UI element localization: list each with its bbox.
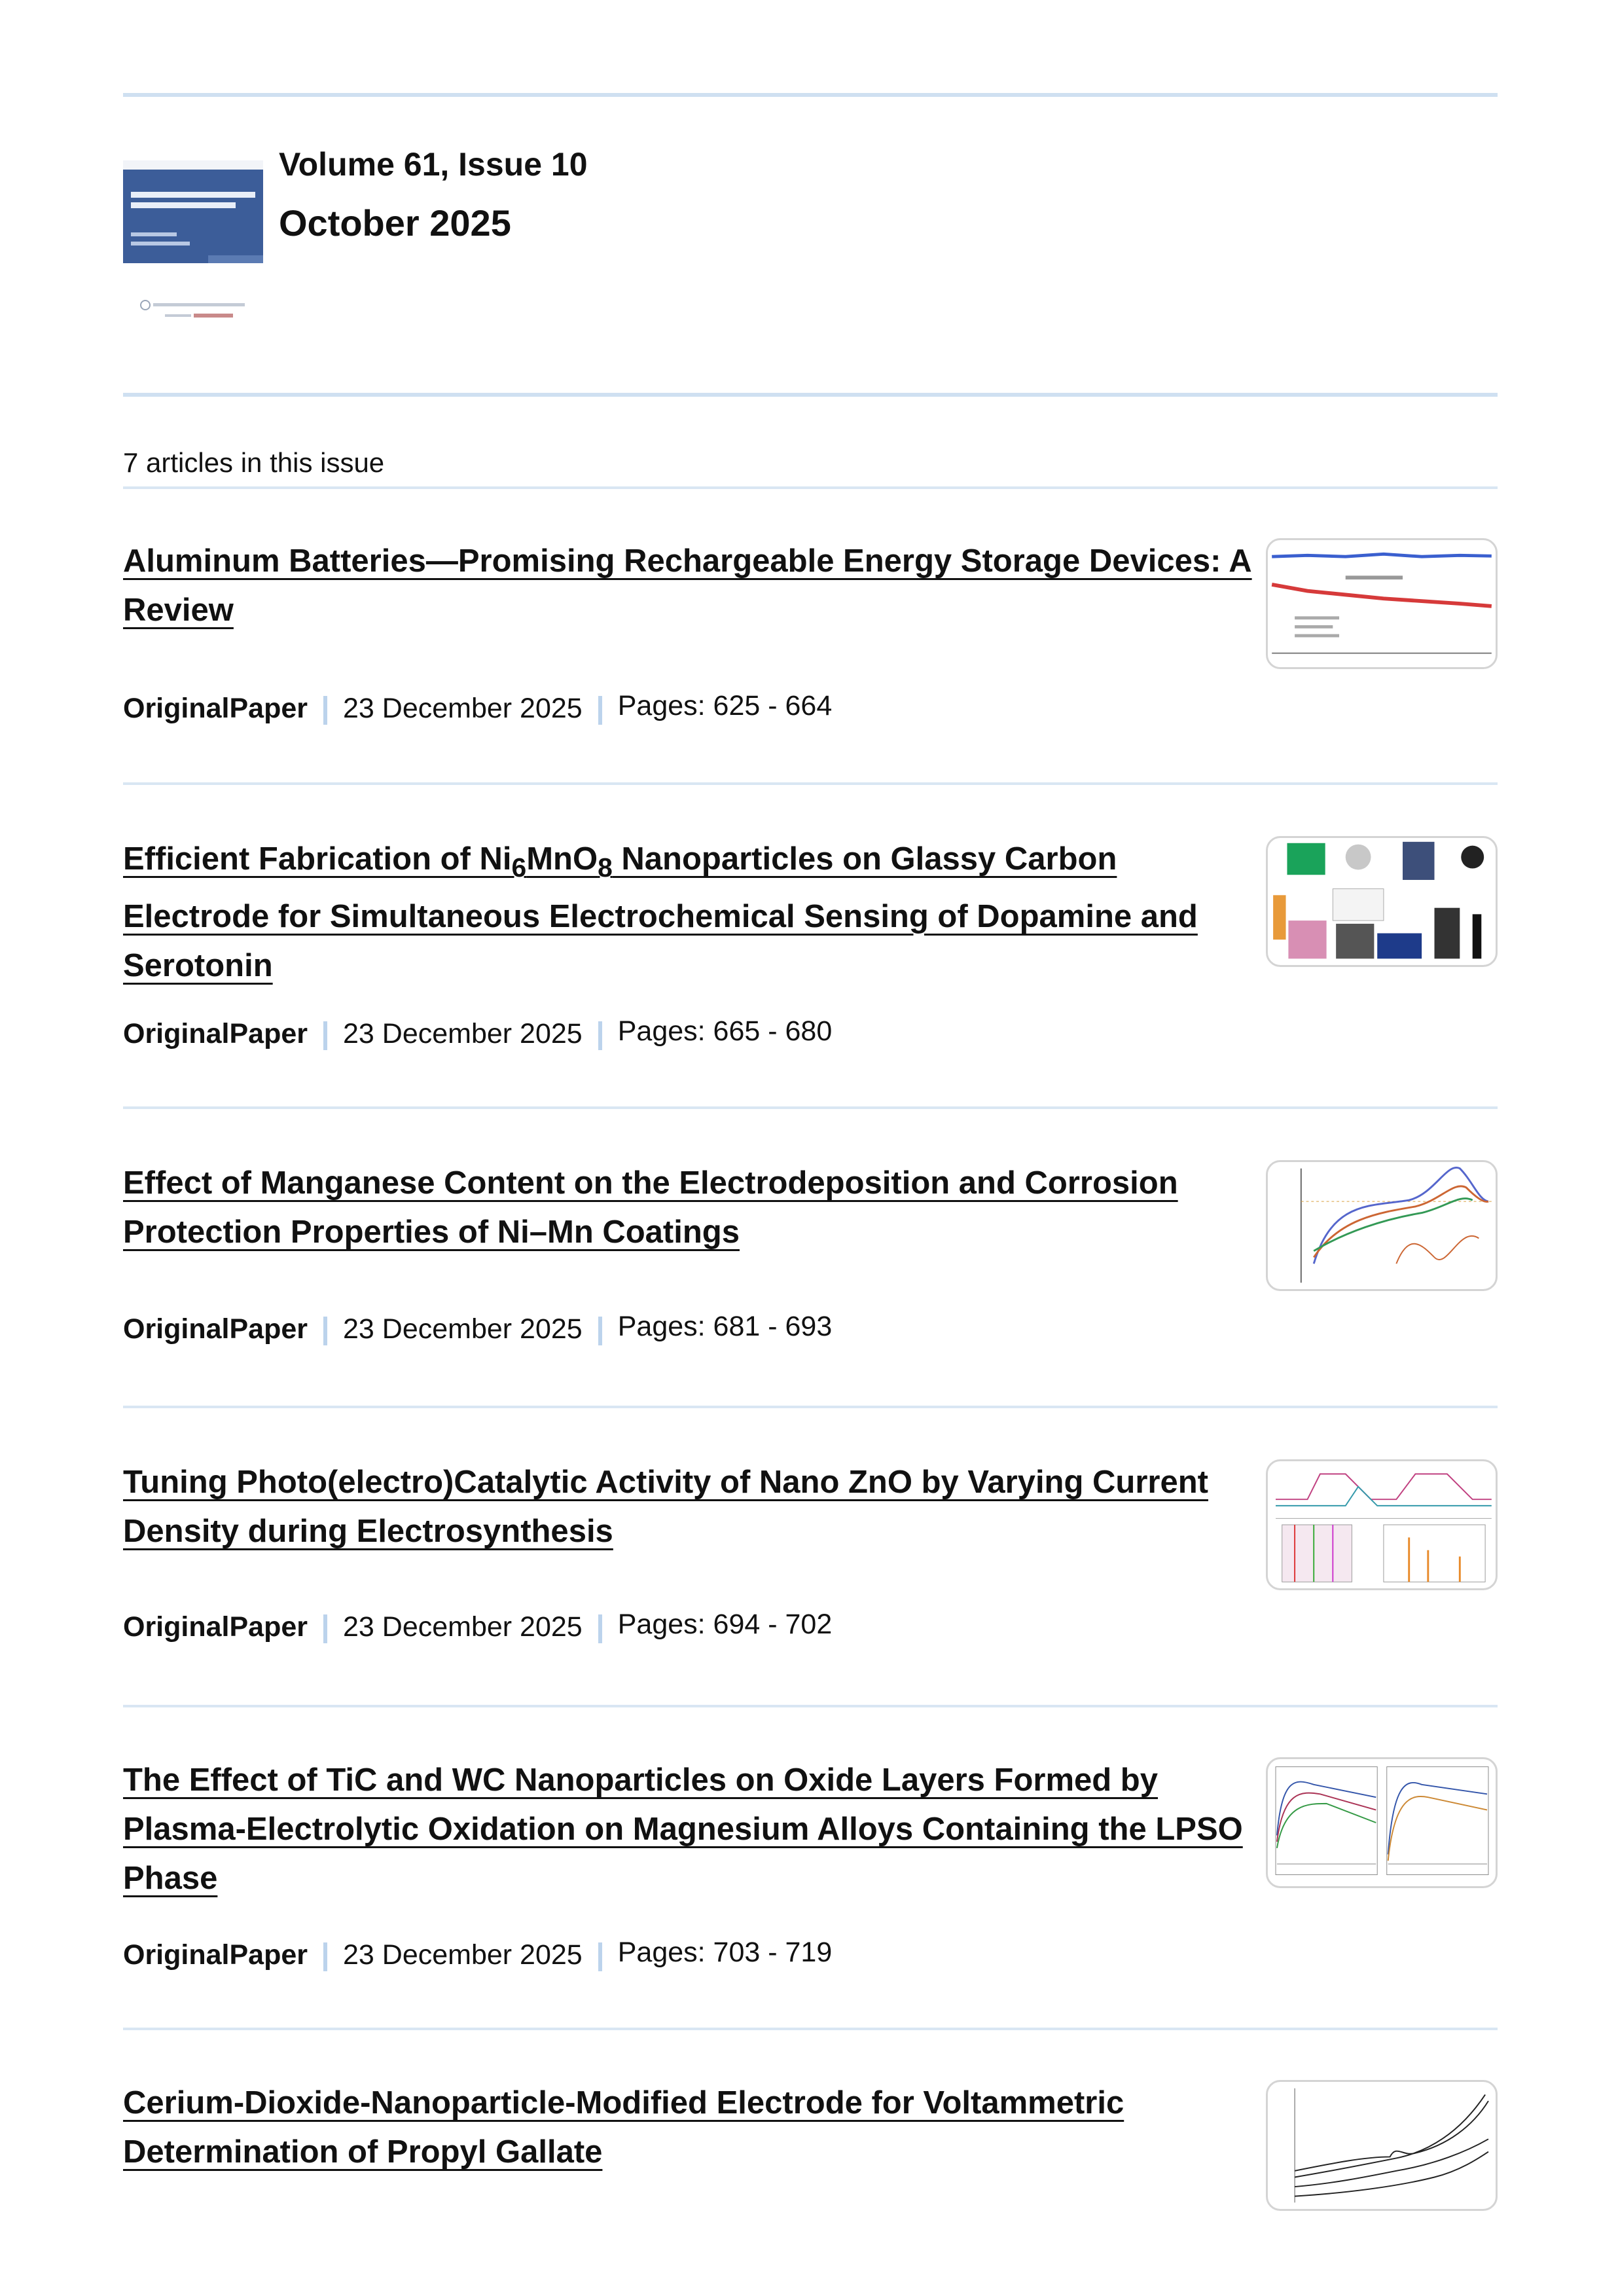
article-type: OriginalPaper <box>123 1313 308 1345</box>
meta-separator <box>598 1317 602 1345</box>
list-divider <box>123 486 1498 489</box>
article-thumbnail[interactable] <box>1266 1160 1498 1291</box>
article-pages: Pages: 694 - 702 <box>617 1609 833 1640</box>
article-item <box>123 1159 1498 1345</box>
article-thumbnail[interactable] <box>1266 538 1498 669</box>
volume-issue: Volume 61, Issue 10 <box>279 146 588 183</box>
article-type: OriginalPaper <box>123 1611 308 1643</box>
article-title-link[interactable]: Cerium-Dioxide-Nanoparticle-Modified Electrode for Voltammetric Determination of Propyl Gallate <box>123 2085 1124 2170</box>
article-date: 23 December 2025 <box>342 1939 583 1971</box>
article-divider <box>123 782 1498 785</box>
article-item <box>123 2079 1498 2236</box>
article-meta <box>123 690 833 725</box>
top-divider <box>123 93 1498 97</box>
article-pages: Pages: 625 - 664 <box>617 690 833 721</box>
article-thumbnail[interactable] <box>1266 2080 1498 2211</box>
article-meta <box>123 1313 832 1345</box>
article-count: 7 articles in this issue <box>123 447 385 478</box>
article-meta <box>123 1015 833 1050</box>
publisher-logo <box>139 298 250 324</box>
issue-date: October 2025 <box>279 202 511 244</box>
meta-separator <box>323 1614 327 1643</box>
article-date: 23 December 2025 <box>342 1611 583 1643</box>
article-item <box>123 835 1498 1049</box>
header-divider <box>123 393 1498 397</box>
article-thumbnail[interactable] <box>1266 836 1498 967</box>
article-pages: Pages: 703 - 719 <box>617 1937 833 1968</box>
meta-separator <box>323 1942 327 1971</box>
journal-cover-image[interactable] <box>123 160 263 263</box>
meta-separator <box>598 1021 602 1050</box>
article-date: 23 December 2025 <box>342 1018 583 1049</box>
article-meta <box>123 1611 832 1643</box>
article-title-link[interactable]: Efficient Fabrication of $Ni_6MnO_8$ Nanoparticles on Glassy Carbon Electrode for Simultaneous Electrochemical Sensing of Dopamine and Serotonin <box>123 841 1198 983</box>
article-divider <box>123 1406 1498 1408</box>
article-divider <box>123 1705 1498 1707</box>
article-thumbnail[interactable] <box>1266 1757 1498 1888</box>
article-title-link[interactable]: The Effect of TiC and WC Nanoparticles on Oxide Layers Formed by Plasma-Electrolytic Oxidation on Magnesium Alloys Containing the LPSO Phase <box>123 1762 1243 1896</box>
meta-separator <box>598 1614 602 1643</box>
article-pages: Pages: 665 - 680 <box>617 1015 833 1047</box>
article-type: OriginalPaper <box>123 1018 308 1049</box>
article-thumbnail[interactable] <box>1266 1459 1498 1590</box>
article-item <box>123 1458 1498 1643</box>
meta-separator <box>323 1317 327 1345</box>
article-divider <box>123 2028 1498 2030</box>
article-divider <box>123 1106 1498 1109</box>
article-title-link[interactable]: Effect of Manganese Content on the Electrodeposition and Corrosion Protection Properties of Ni–Mn Coatings <box>123 1165 1178 1250</box>
article-item <box>123 537 1498 724</box>
meta-separator <box>323 696 327 725</box>
article-type: OriginalPaper <box>123 693 308 724</box>
article-date: 23 December 2025 <box>342 1313 583 1345</box>
meta-separator <box>598 696 602 725</box>
article-title-link[interactable]: Aluminum Batteries—Promising Rechargeable Energy Storage Devices: A Review <box>123 543 1252 628</box>
article-item <box>123 1756 1498 1971</box>
article-title-link[interactable]: Tuning Photo(electro)Catalytic Activity of Nano ZnO by Varying Current Density during Electrosynthesis <box>123 1465 1208 1549</box>
meta-separator <box>323 1021 327 1050</box>
article-type: OriginalPaper <box>123 1939 308 1971</box>
article-meta <box>123 1939 832 1971</box>
meta-separator <box>598 1942 602 1971</box>
article-pages: Pages: 681 - 693 <box>617 1311 833 1342</box>
article-date: 23 December 2025 <box>342 693 583 724</box>
